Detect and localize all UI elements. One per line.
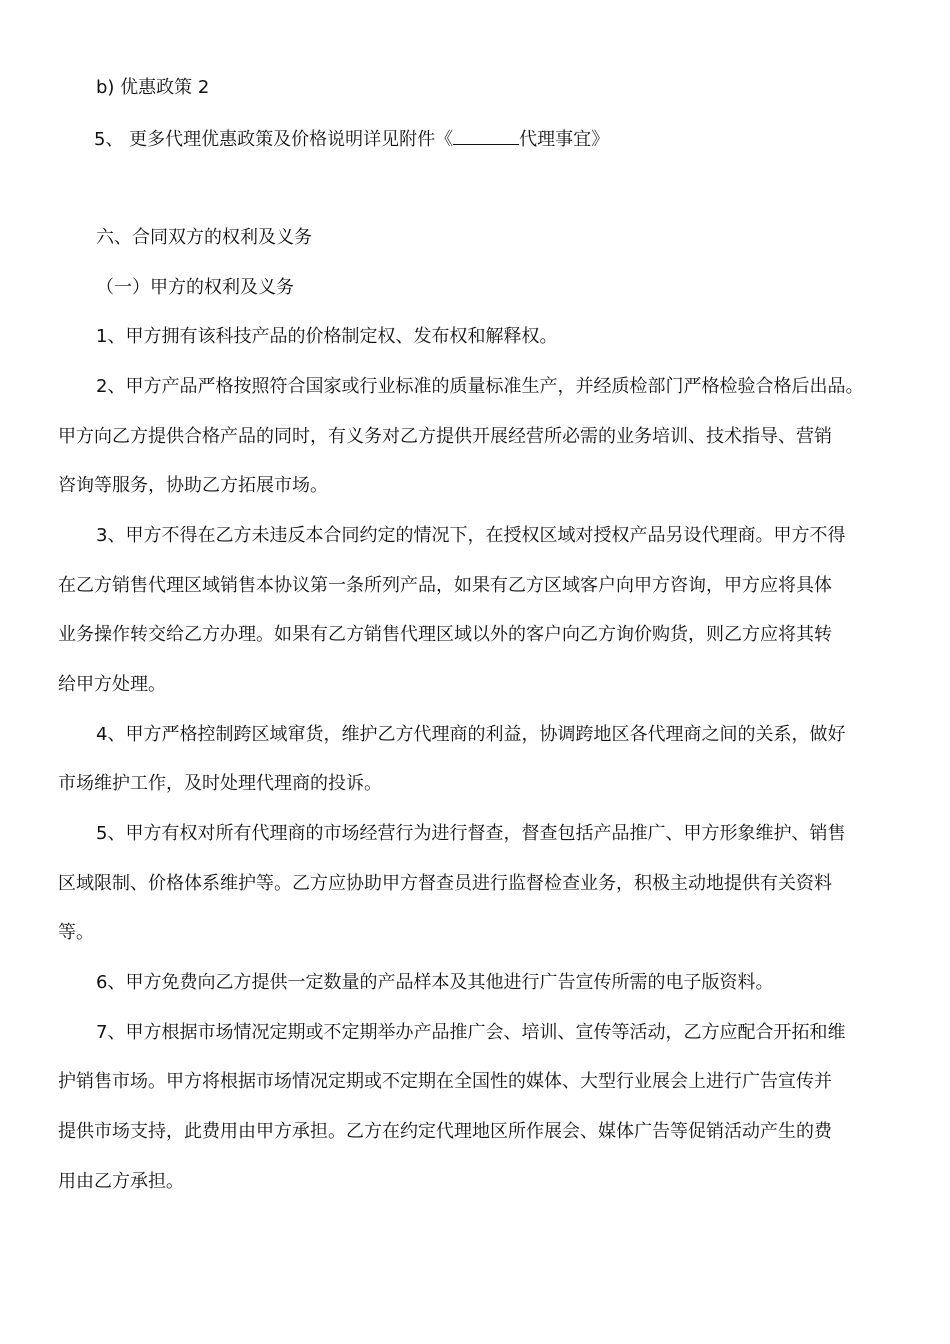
paragraph-line: 市场维护工作，及时处理代理商的投诉。: [58, 773, 382, 794]
list-item-5: [94, 126, 609, 152]
paragraph-line: 7、甲方根据市场情况定期或不定期举办产品推广会、培训、宣传等活动，乙方应配合开拓和维: [96, 1022, 846, 1043]
list-item-5-suffix: 代理事宜》: [519, 129, 610, 150]
section-heading: 六、合同双方的权利及义务: [96, 227, 312, 248]
paragraph-line: 2、甲方产品严格按照符合国家或行业标准的质量标准生产，并经质检部门严格检验合格后出品。: [96, 376, 864, 397]
paragraph-line: 护销售市场。甲方将根据市场情况定期或不定期在全国性的媒体、大型行业展会上进行广告宣传并: [58, 1071, 832, 1092]
paragraph-line: 给甲方处理。: [58, 674, 166, 695]
paragraph-line: 3、甲方不得在乙方未违反本合同约定的情况下，在授权区域对授权产品另设代理商。甲方不得: [96, 525, 846, 546]
blank-underline: [453, 126, 519, 145]
paragraph-line: 在乙方销售代理区域销售本协议第一条所列产品，如果有乙方区域客户向甲方咨询，甲方应将具体: [58, 575, 832, 596]
paragraph-line: 等。: [58, 922, 94, 943]
paragraph-line: 6、甲方免费向乙方提供一定数量的产品样本及其他进行广告宣传所需的电子版资料。: [96, 972, 774, 993]
paragraph-line: 用由乙方承担。: [58, 1171, 184, 1192]
paragraph-line: 提供市场支持，此费用由甲方承担。乙方在约定代理地区所作展会、媒体广告等促销活动产生的费: [58, 1121, 832, 1142]
paragraph-line: 5、甲方有权对所有代理商的市场经营行为进行督查，督查包括产品推广、甲方形象维护、销售: [96, 823, 846, 844]
paragraph-line: 1、甲方拥有该科技产品的价格制定权、发布权和解释权。: [96, 326, 558, 347]
list-item-5-text: 5、 更多代理优惠政策及价格说明详见附件《: [94, 129, 454, 150]
paragraph-line: 咨询等服务，协助乙方拓展市场。: [58, 475, 328, 496]
paragraph-line: 4、甲方严格控制跨区域窜货，维护乙方代理商的利益，协调跨地区各代理商之间的关系，做好: [96, 724, 846, 745]
list-item-b: b) 优惠政策 2: [96, 77, 210, 98]
subsection-heading: （一）甲方的权利及义务: [96, 277, 294, 298]
paragraph-line: 区域限制、价格体系维护等。乙方应协助甲方督查员进行监督检查业务，积极主动地提供有关资料: [58, 873, 832, 894]
paragraph-line: 业务操作转交给乙方办理。如果有乙方销售代理区域以外的客户向乙方询价购货，则乙方应将其转: [58, 624, 832, 645]
paragraph-line: 甲方向乙方提供合格产品的同时，有义务对乙方提供开展经营所必需的业务培训、技术指导、营销: [58, 426, 832, 447]
